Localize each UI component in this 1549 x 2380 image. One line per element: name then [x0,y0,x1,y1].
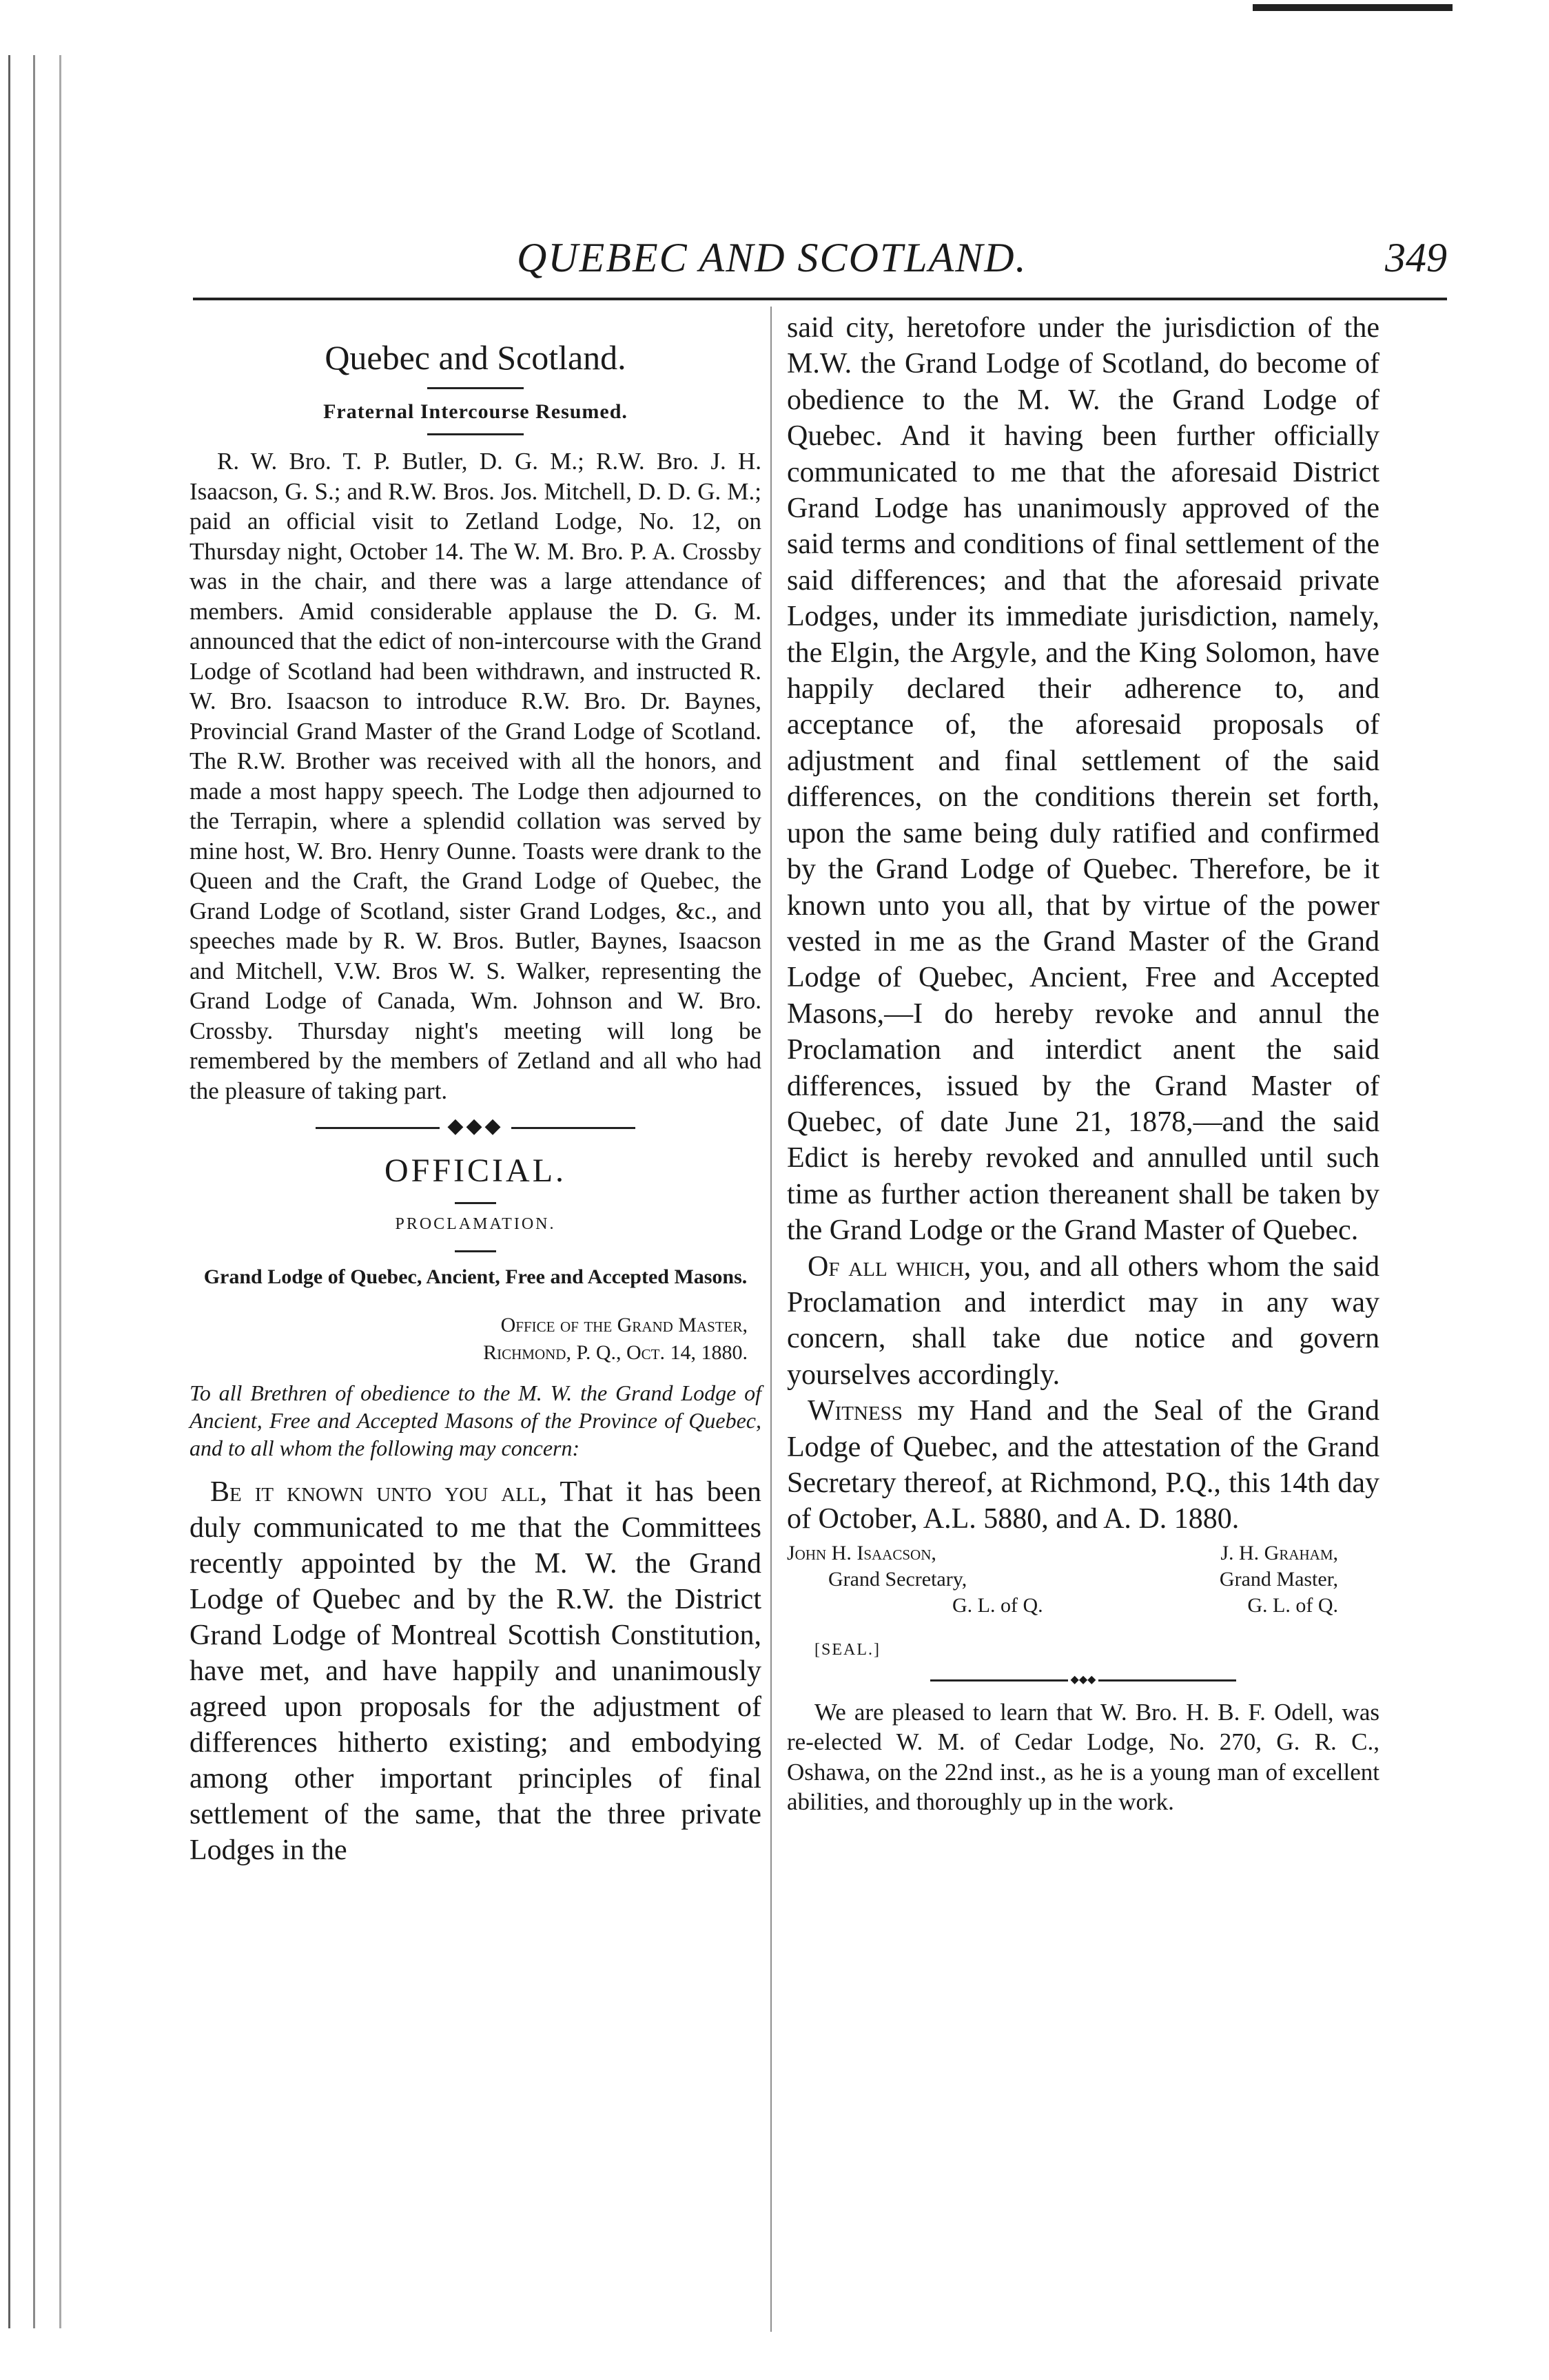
secretary-title: Grand Secretary, [828,1567,967,1591]
binding-edge-line [8,55,10,2328]
of-all-body: you, and all others whom the said Proclamation and interdict may in any way concern, shall take due notice and govern yourselves accordingly. [787,1250,1379,1391]
opening-small-caps: Be it known unto you all, [210,1476,548,1508]
proclamation-body: That it has been duly communicated to me that the Committees recently appointed by the M. W. the Grand Lodge of Quebec and by the R.W. the District Grand Lodge of Montreal Scottish Constitution, have met, and have happily and unanimously agreed upon proposals for the adjustment of differences hitherto existing; and embodying among other important principles of final settlement of the same, that the three private Lodges in the [189,1476,761,1866]
right-column [787,310,1379,1817]
of-all-paragraph [787,1249,1379,1394]
running-head [193,220,1447,296]
secretary-org: G. L. of Q. [952,1593,1043,1617]
official-heading: OFFICIAL. [384,1152,567,1189]
seal-label: [SEAL.] [814,1640,881,1659]
of-all-small-caps: Of all which, [808,1250,972,1283]
note-ornament: ◆◆◆ [787,1673,1379,1686]
official-rule [455,1202,496,1204]
office-line-2: Richmond, P. Q., Oct. 14, 1880. [483,1341,748,1364]
subtitle-rule [427,433,524,435]
page-number: 349 [1385,235,1447,280]
signature-block [787,1540,1379,1657]
witness-body: my Hand and the Seal of the Grand Lodge of Quebec, and the attestation of the Grand Secretary thereof, at Richmond, P.Q., this 14th day of October, A.L. 5880, and A. D. 1880. [787,1395,1380,1535]
secretary-signature [787,1540,1043,1619]
proclamation-paragraph [189,1474,761,1868]
title-rule [427,387,524,389]
top-edge-stripe [1253,4,1453,11]
grand-master-org: G. L. of Q. [1247,1593,1338,1617]
binding-edge-line [59,55,61,2328]
column-divider [770,307,772,2332]
left-column [189,310,761,1868]
proclamation-rule [455,1250,496,1252]
binding-edge-line [33,55,35,2328]
lodge-heading: Grand Lodge of Quebec, Ancient, Free and Accepted Masons. [203,1265,748,1288]
proclamation-continuation: said city, heretofore under the jurisdiction of the M.W. the Grand Lodge of Scotland, do become of obedience to the M. W. the Grand Lodge of Quebec. And it having been further officially communicated to me that the aforesaid District Grand Lodge has unanimously approved of the said terms and conditions of final settlement of the said differences; and that the aforesaid private Lodges, under its immediate jurisdiction, namely, the Elgin, the Argyle, and the King Solomon, have happily declared their adherence to, and acceptance of, the aforesaid proposals of adjustment and final settlement of the said differences, on the conditions therein set forth, upon the same being duly ratified and confirmed by the Grand Lodge of Quebec. Therefore, be it known unto you all, that by virtue of the power vested in me as the Grand Master of the Grand Lodge of Quebec, Ancient, Free and Accepted Masons,—I do hereby revoke and annul the Proclamation and interdict anent the said differences, issued by the Grand Master of Quebec, of date June 21, 1878,—and the said Edict is hereby revoked and annulled until such time as further action thereanent shall be taken by the Grand Lodge or the Grand Master of Quebec. [787,312,1379,1247]
article-body: R. W. Bro. T. P. Butler, D. G. M.; R.W. Bro. J. H. Isaacson, G. S.; and R.W. Bros. Jos. Mitchell, D. D. G. M.; paid an official visit to Zetland Lodge, No. 12, on Thursday night, October 14. The W. M. Bro. P. A. Crossby was in the chair, and there was a large attendance of members. Amid considerable applause the D. G. M. announced that the edict of non-intercourse with the Grand Lodge of Scotland had been withdrawn, and instructed R. W. Bro. Isaacson to introduce R.W. Bro. Dr. Baynes, Provincial Grand Master of the Grand Lodge of Scotland. The R.W. Brother was received with all the honors, and made a most happy speech. The Lodge then adjourned to the Terrapin, where a splendid collation was served by mine host, W. Bro. Henry Ounne. Toasts were drank to the Queen and the Craft, the Grand Lodge of Quebec, the Grand Lodge of Scotland, sister Grand Lodges, &c., and speeches made by R. W. Bros. Butler, Baynes, Isaacson and Mitchell, V.W. Bros W. S. Walker, representing the Grand Lodge of Canada, Wm. Johnson and W. Bro. Crossby. Thursday night's meeting will long be remembered by the members of Zetland and all who had the pleasure of taking part. [189,448,761,1104]
grand-master-name: J. H. Graham, [1220,1541,1338,1564]
running-title: QUEBEC AND SCOTLAND. [517,235,1027,280]
grand-master-title: Grand Master, [1219,1567,1338,1591]
news-note: We are pleased to learn that W. Bro. H. B. F. Odell, was re-elected W. M. of Cedar Lodge, No. 270, G. R. C., Oshawa, on the 22nd inst., as he is a young man of excellent abilities, and thoroughly up in the work. [787,1698,1379,1816]
section-ornament: ◆◆◆ [189,1114,761,1138]
office-line-1: Office of the Grand Master, [500,1314,748,1336]
witness-paragraph [787,1393,1379,1538]
article-subtitle: Fraternal Intercourse Resumed. [323,400,628,423]
proclamation-label: PROCLAMATION. [395,1215,556,1233]
office-block [189,1312,748,1367]
witness-small-caps: Witness [808,1395,903,1427]
grand-master-signature [1220,1540,1338,1619]
header-rule [193,298,1447,300]
salutation: To all Brethren of obedience to the M. W. the Grand Lodge of Ancient, Free and Accepted Masons of the Province of Quebec, and to all whom the following may concern: [189,1380,761,1460]
article-title: Quebec and Scotland. [325,338,626,377]
secretary-name: John H. Isaacson, [787,1541,936,1564]
